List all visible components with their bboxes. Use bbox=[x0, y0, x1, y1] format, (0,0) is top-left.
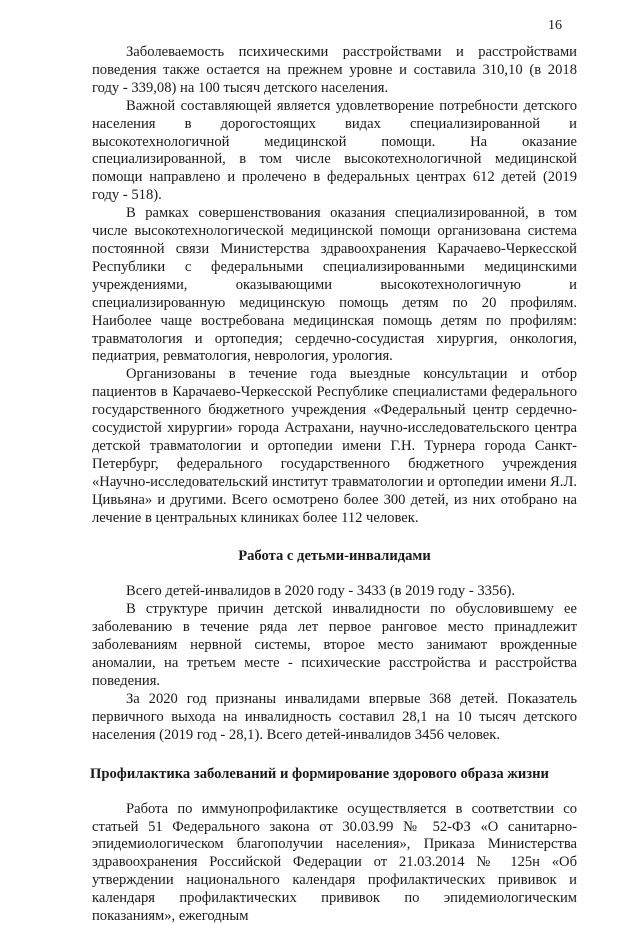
paragraph-high-tech-care: Важной составляющей является удовлетворение потребности детского населения в дорогостоящих видах специализированной и высокотехнологичной медицинской помощи. На оказание специализированной, в том числе высокотехнологичной медицинской помощи направлено и пролечено в федеральных центрах 612 детей (2019 году - 518). bbox=[92, 97, 577, 204]
document-body bbox=[92, 44, 577, 926]
section-heading-prevention: Профилактика заболеваний и формирование здорового образа жизни bbox=[90, 765, 549, 782]
paragraph-federal-centers: В рамках совершенствования оказания специализированной, в том числе высокотехнологической медицинской помощи организована система постоянной связи Министерства здравоохранения Карачаево-Черкесской Республики с федеральными специализированными медицинскими учреждениями, оказывающими высокотехнологичную и специализированную медицинскую помощь детям по 20 профилям. Наиболее чаще востребована медицинская помощь детям по профилям: травматология и ортопедия; сердечно-сосудистая хирургия, онкология, педиатрия, ревматология, неврология, урология. bbox=[92, 205, 577, 365]
paragraph-disabled-total: Всего детей-инвалидов в 2020 году - 3433 (в 2019 году - 3356). bbox=[126, 583, 516, 600]
paragraph-mental-disorders: Заболеваемость психическими расстройствами и расстройствами поведения также остается на прежнем уровне и составила 310,10 (в 2018 году - 339,08) на 100 тысяч детского населения. bbox=[92, 44, 577, 96]
section-heading-disabled-children: Работа с детьми-инвалидами bbox=[238, 548, 431, 565]
page-number: 16 bbox=[548, 18, 562, 33]
paragraph-consultations: Организованы в течение года выездные консультации и отбор пациентов в Карачаево-Черкесской Республике специалистами федерального государственного бюджетного учреждения «Федеральный центр сердечно-сосудистой хирургии» города Астрахани, научно-исследовательского центра детской травматологии и ортопедии имени Г.Н. Турнера города Санкт-Петербург, федерального государственного бюджетного учреждения «Научно-исследовательский институт травматологии и ортопедии имени Я.Л. Цивьяна» и другими. Всего осмотрено более 300 детей, из них отобрано на лечение в центральных клиниках более 112 человек. bbox=[92, 366, 577, 526]
paragraph-new-disabled: За 2020 год признаны инвалидами впервые 368 детей. Показатель первичного выхода на инвалидность составил 28,1 на 10 тысяч детского населения (2019 год - 28,1). Всего детей-инвалидов 3456 человек. bbox=[92, 690, 577, 743]
paragraph-disability-causes: В структуре причин детской инвалидности по обусловившему ее заболеванию в течение ряда лет первое ранговое место принадлежит заболеваниям нервной системы, второе место занимают врожденные аномалии, на третьем месте - психические расстройства и расстройства поведения. bbox=[92, 601, 577, 689]
paragraph-immunoprophylaxis: Работа по иммунопрофилактике осуществляется в соответствии со статьей 51 Федерального закона от 30.03.99 № 52-ФЗ «О санитарно-эпидемиологическом благополучии населения», Приказа Министерства здравоохранения Российской Федерации от 21.03.2014 № 125н «Об утверждении национального календаря профилактических прививок и календаря профилактических прививок по эпидемиологическим показаниям», ежегодным bbox=[92, 800, 577, 925]
